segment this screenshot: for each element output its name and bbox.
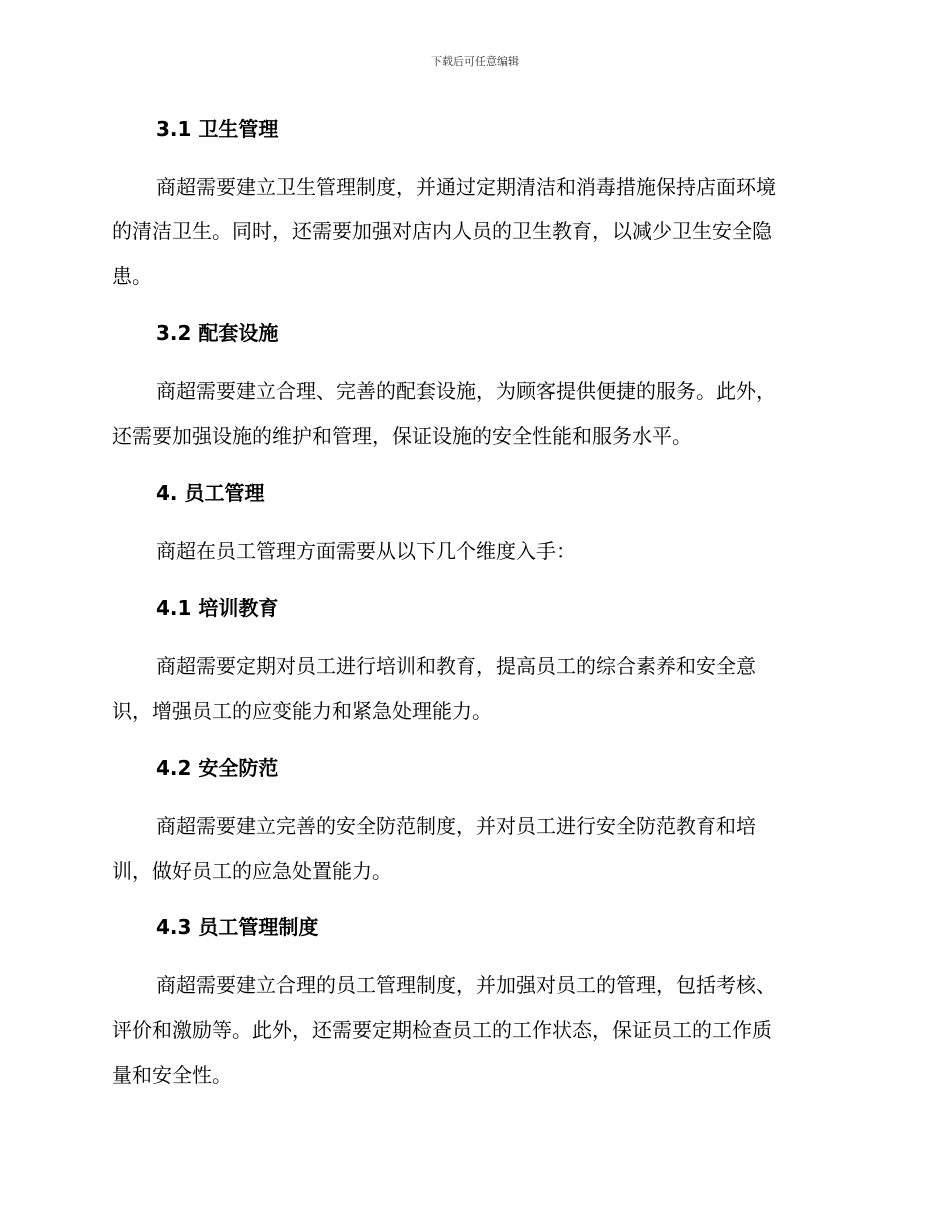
paragraph-line: 患。 bbox=[112, 264, 152, 288]
section-heading-4: 4. 员工管理 bbox=[156, 481, 265, 505]
paragraph-line: 评价和激励等。此外，还需要定期检查员工的工作状态，保证员工的工作质 bbox=[112, 1018, 772, 1042]
section-heading-3-2: 3.2 配套设施 bbox=[156, 321, 279, 345]
section-heading-4-3: 4.3 员工管理制度 bbox=[156, 915, 319, 939]
paragraph-line: 商超需要建立卫生管理制度，并通过定期清洁和消毒措施保持店面环境 bbox=[156, 175, 776, 199]
paragraph-line: 训，做好员工的应急处置能力。 bbox=[112, 859, 392, 883]
section-heading-4-1: 4.1 培训教育 bbox=[156, 596, 279, 620]
paragraph-line: 商超需要建立完善的安全防范制度，并对员工进行安全防范教育和培 bbox=[156, 814, 756, 838]
paragraph-line: 商超需要建立合理的员工管理制度，并加强对员工的管理，包括考核、 bbox=[156, 973, 776, 997]
paragraph-line: 的清洁卫生。同时，还需要加强对店内人员的卫生教育，以减少卫生安全隐 bbox=[112, 219, 772, 243]
paragraph-line: 商超需要建立合理、完善的配套设施，为顾客提供便捷的服务。此外， bbox=[156, 379, 776, 403]
paragraph-line: 商超需要定期对员工进行培训和教育，提高员工的综合素养和安全意 bbox=[156, 654, 756, 678]
paragraph-line: 商超在员工管理方面需要从以下几个维度入手： bbox=[156, 539, 576, 563]
paragraph-line: 量和安全性。 bbox=[112, 1063, 232, 1087]
section-heading-4-2: 4.2 安全防范 bbox=[156, 756, 279, 780]
section-heading-3-1: 3.1 卫生管理 bbox=[156, 117, 279, 141]
page-header-note: 下载后可任意编辑 bbox=[431, 55, 519, 68]
paragraph-line: 还需要加强设施的维护和管理，保证设施的安全性能和服务水平。 bbox=[112, 424, 692, 448]
paragraph-line: 识，增强员工的应变能力和紧急处理能力。 bbox=[112, 699, 492, 723]
